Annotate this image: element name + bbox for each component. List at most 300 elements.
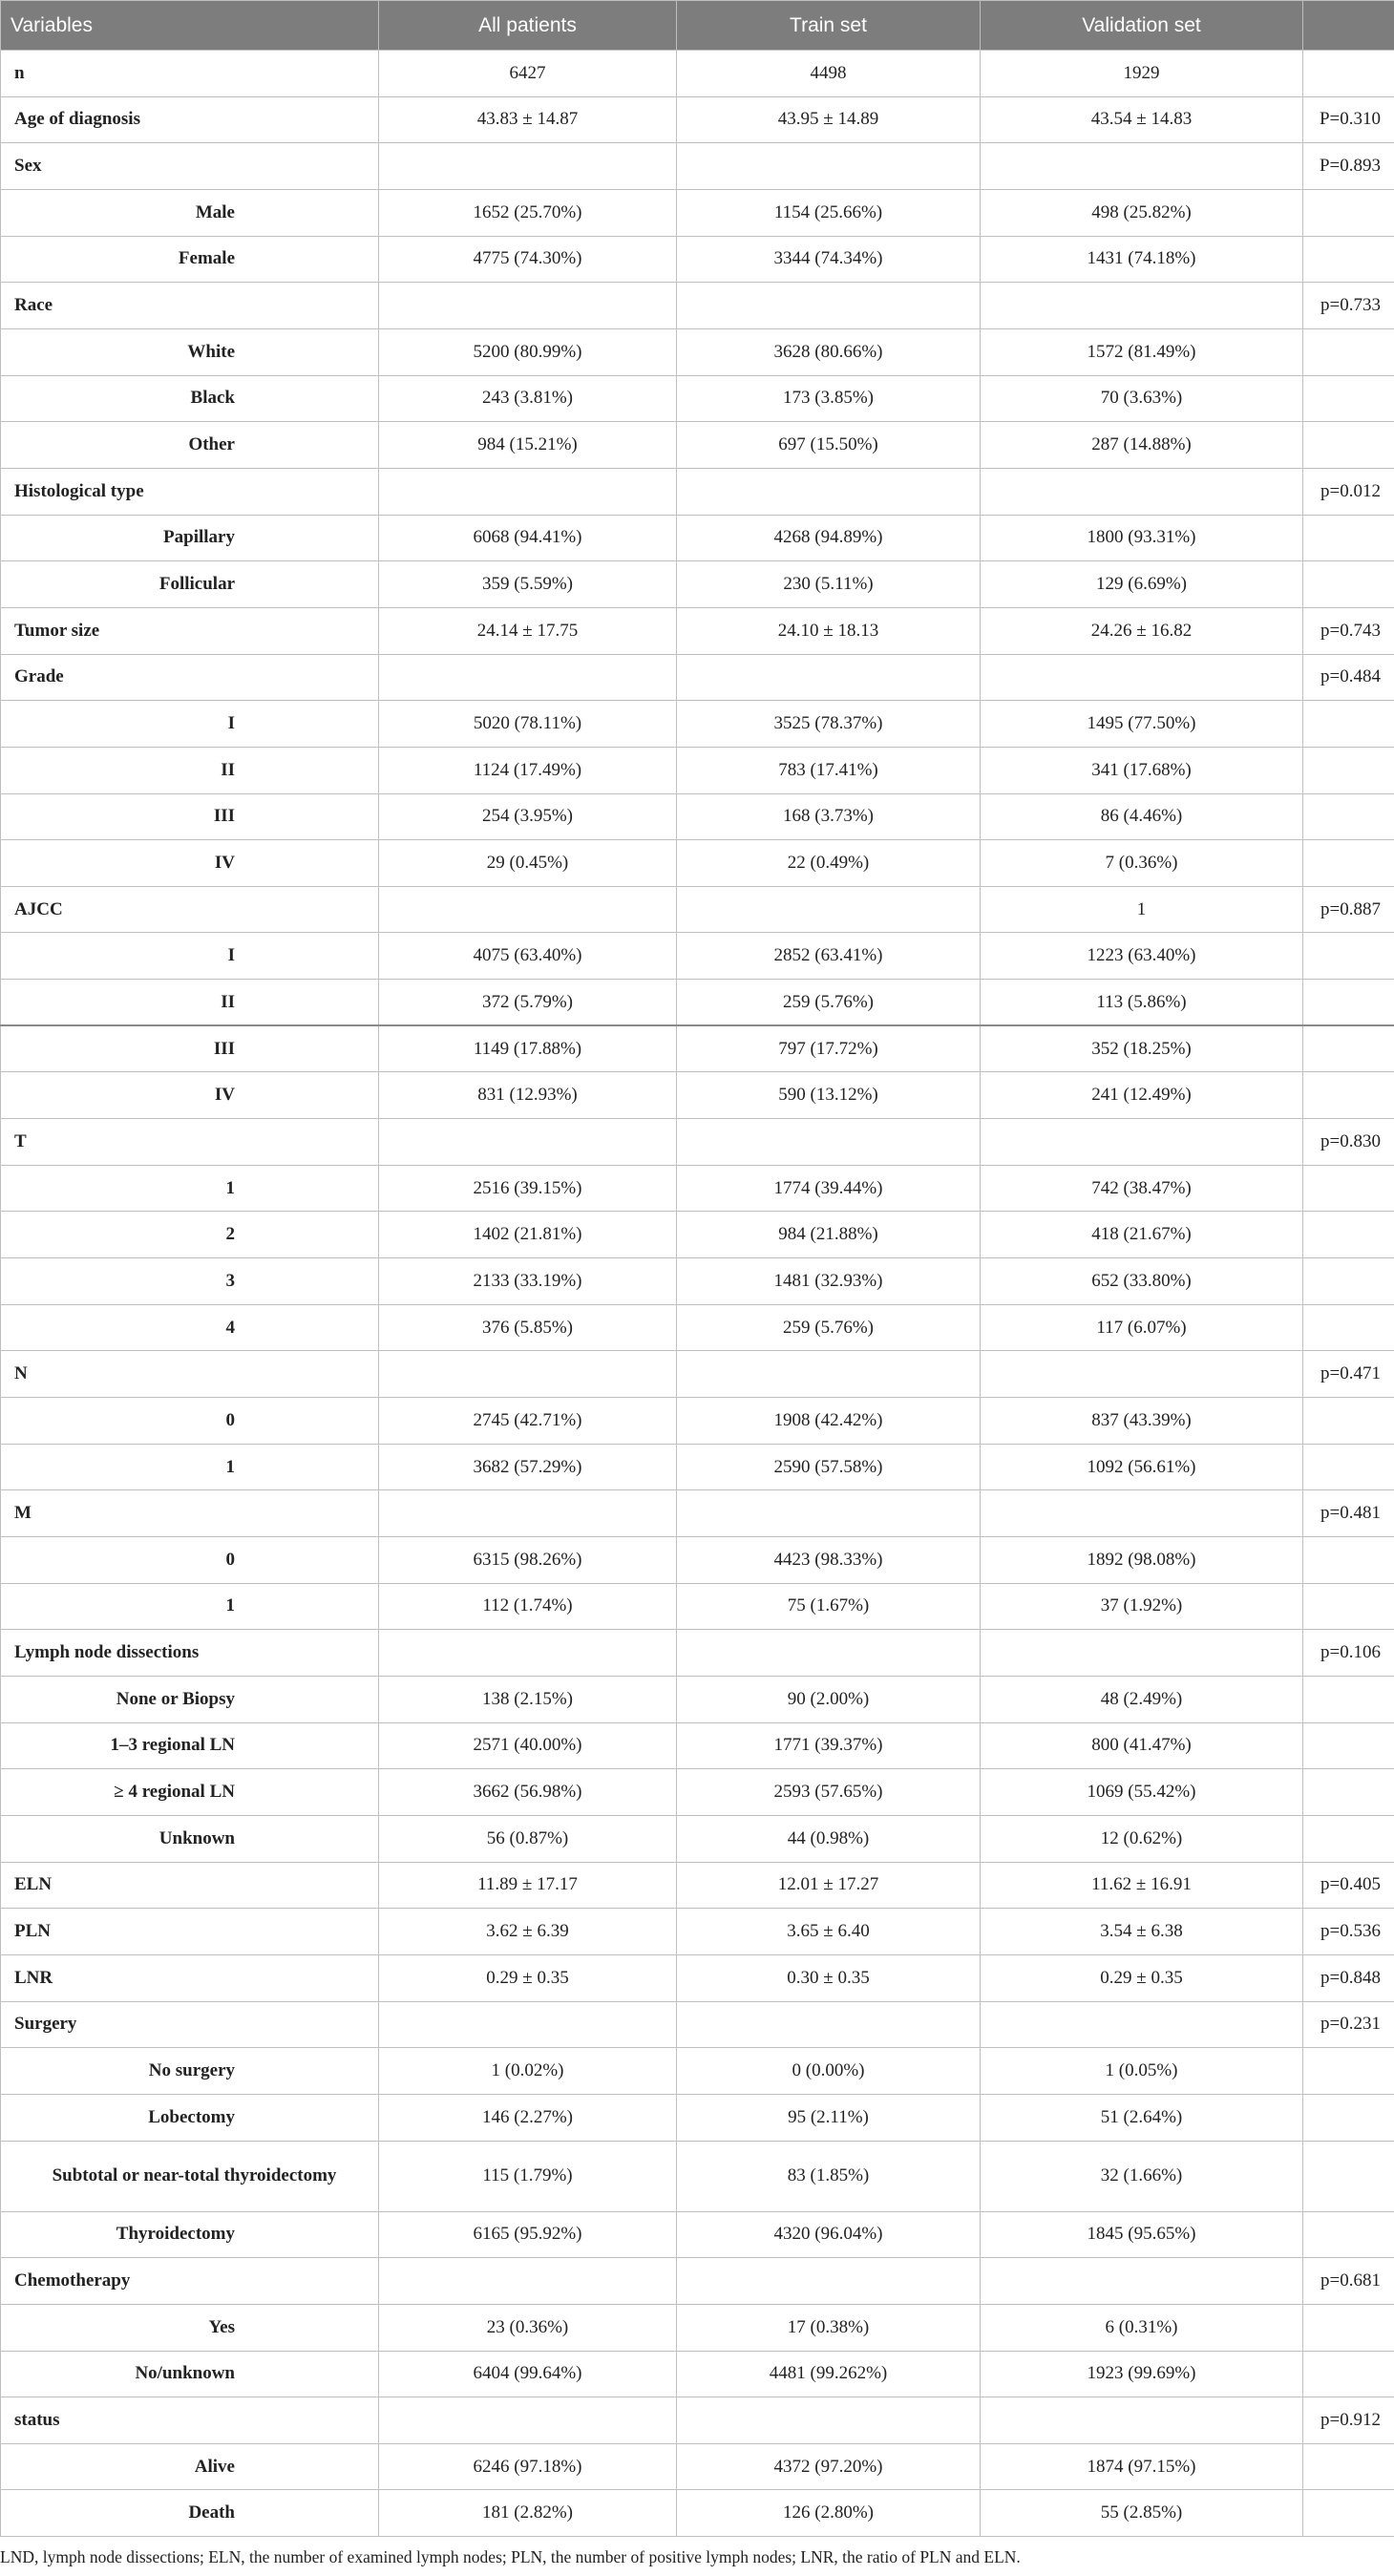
train-set-cell: [677, 1630, 981, 1677]
p-value-cell: p=0.106: [1303, 1630, 1394, 1677]
p-value-cell: p=0.484: [1303, 654, 1394, 701]
table-row: [1, 2397, 1394, 2444]
p-value-cell: [1303, 1537, 1394, 1584]
validation-set-cell: 1: [981, 886, 1303, 933]
p-value-cell: P=0.310: [1303, 96, 1394, 143]
variable-cell: IV: [1, 1072, 379, 1119]
train-set-cell: 1154 (25.66%): [677, 189, 981, 236]
p-value-cell: p=0.733: [1303, 283, 1394, 329]
p-value-cell: [1303, 747, 1394, 793]
table-row: [1, 2351, 1394, 2397]
variable-cell: ≥ 4 regional LN: [1, 1769, 379, 1816]
variable-cell: Thyroidectomy: [1, 2211, 379, 2258]
validation-set-cell: [981, 2258, 1303, 2305]
validation-set-cell: [981, 1630, 1303, 1677]
validation-set-cell: [981, 1351, 1303, 1398]
table-row: [1, 1025, 1394, 1072]
validation-set-cell: 0.29 ± 0.35: [981, 1954, 1303, 2001]
table-row: [1, 747, 1394, 793]
all-patients-cell: 115 (1.79%): [379, 2141, 677, 2211]
table-row: [1, 515, 1394, 561]
all-patients-cell: 1402 (21.81%): [379, 1212, 677, 1258]
p-value-cell: [1303, 1072, 1394, 1119]
p-value-cell: [1303, 1676, 1394, 1722]
p-value-cell: [1303, 51, 1394, 97]
all-patients-cell: 6315 (98.26%): [379, 1537, 677, 1584]
table-row: [1, 886, 1394, 933]
validation-set-cell: 1800 (93.31%): [981, 515, 1303, 561]
variable-cell: Age of diagnosis: [1, 96, 379, 143]
validation-set-cell: 1 (0.05%): [981, 2048, 1303, 2095]
train-set-cell: 3.65 ± 6.40: [677, 1909, 981, 1955]
p-value-cell: p=0.481: [1303, 1490, 1394, 1537]
validation-set-cell: 7 (0.36%): [981, 840, 1303, 887]
table-row: [1, 1258, 1394, 1305]
train-set-cell: 0.30 ± 0.35: [677, 1954, 981, 2001]
validation-set-cell: [981, 654, 1303, 701]
all-patients-cell: 138 (2.15%): [379, 1676, 677, 1722]
p-value-cell: [1303, 933, 1394, 980]
table-row: [1, 607, 1394, 654]
train-set-cell: [677, 143, 981, 190]
validation-set-cell: 51 (2.64%): [981, 2094, 1303, 2141]
header-variables: Variables: [1, 1, 379, 51]
p-value-cell: [1303, 840, 1394, 887]
p-value-cell: p=0.830: [1303, 1119, 1394, 1166]
validation-set-cell: [981, 468, 1303, 515]
variable-cell: I: [1, 933, 379, 980]
validation-set-cell: 1874 (97.15%): [981, 2443, 1303, 2490]
train-set-cell: 4498: [677, 51, 981, 97]
table-row: [1, 2001, 1394, 2048]
validation-set-cell: 241 (12.49%): [981, 1072, 1303, 1119]
validation-set-cell: 1845 (95.65%): [981, 2211, 1303, 2258]
all-patients-cell: 254 (3.95%): [379, 793, 677, 840]
train-set-cell: [677, 1119, 981, 1166]
all-patients-cell: 181 (2.82%): [379, 2490, 677, 2537]
p-value-cell: [1303, 980, 1394, 1026]
table-row: [1, 1630, 1394, 1677]
p-value-cell: p=0.681: [1303, 2258, 1394, 2305]
table-row: [1, 1444, 1394, 1490]
p-value-cell: p=0.012: [1303, 468, 1394, 515]
validation-set-cell: 1923 (99.69%): [981, 2351, 1303, 2397]
all-patients-cell: 6246 (97.18%): [379, 2443, 677, 2490]
validation-set-cell: [981, 283, 1303, 329]
table-row: [1, 1351, 1394, 1398]
train-set-cell: 173 (3.85%): [677, 375, 981, 422]
p-value-cell: [1303, 515, 1394, 561]
table-row: [1, 980, 1394, 1026]
validation-set-cell: 498 (25.82%): [981, 189, 1303, 236]
all-patients-cell: [379, 886, 677, 933]
variable-cell: 3: [1, 1258, 379, 1305]
variable-cell: N: [1, 1351, 379, 1398]
table-row: [1, 1815, 1394, 1862]
all-patients-cell: [379, 1490, 677, 1537]
p-value-cell: [1303, 2094, 1394, 2141]
all-patients-cell: 376 (5.85%): [379, 1304, 677, 1351]
all-patients-cell: [379, 283, 677, 329]
validation-set-cell: 1092 (56.61%): [981, 1444, 1303, 1490]
variable-cell: 0: [1, 1398, 379, 1445]
all-patients-cell: [379, 468, 677, 515]
validation-set-cell: 113 (5.86%): [981, 980, 1303, 1026]
validation-set-cell: 1223 (63.40%): [981, 933, 1303, 980]
table-row: [1, 2258, 1394, 2305]
train-set-cell: [677, 654, 981, 701]
variable-cell: II: [1, 747, 379, 793]
train-set-cell: 75 (1.67%): [677, 1583, 981, 1630]
all-patients-cell: 11.89 ± 17.17: [379, 1862, 677, 1909]
validation-set-cell: 341 (17.68%): [981, 747, 1303, 793]
all-patients-cell: [379, 2001, 677, 2048]
train-set-cell: 4481 (99.262%): [677, 2351, 981, 2397]
p-value-cell: [1303, 1769, 1394, 1816]
validation-set-cell: 37 (1.92%): [981, 1583, 1303, 1630]
variable-cell: 2: [1, 1212, 379, 1258]
variable-cell: 1: [1, 1583, 379, 1630]
variable-cell: Subtotal or near-total thyroidectomy: [1, 2141, 379, 2211]
table-row: [1, 840, 1394, 887]
all-patients-cell: 5020 (78.11%): [379, 701, 677, 748]
variable-cell: Male: [1, 189, 379, 236]
all-patients-cell: 4075 (63.40%): [379, 933, 677, 980]
all-patients-cell: [379, 1351, 677, 1398]
variable-cell: Black: [1, 375, 379, 422]
table-row: [1, 2094, 1394, 2141]
all-patients-cell: 6165 (95.92%): [379, 2211, 677, 2258]
table-row: [1, 654, 1394, 701]
all-patients-cell: 29 (0.45%): [379, 840, 677, 887]
validation-set-cell: 24.26 ± 16.82: [981, 607, 1303, 654]
table-row: [1, 1862, 1394, 1909]
variable-cell: LNR: [1, 1954, 379, 2001]
train-set-cell: [677, 1351, 981, 1398]
header-train-set: Train set: [677, 1, 981, 51]
p-value-cell: [1303, 1304, 1394, 1351]
all-patients-cell: 359 (5.59%): [379, 561, 677, 608]
variable-cell: Sex: [1, 143, 379, 190]
validation-set-cell: 55 (2.85%): [981, 2490, 1303, 2537]
variable-cell: Female: [1, 236, 379, 283]
all-patients-cell: [379, 2258, 677, 2305]
p-value-cell: [1303, 2141, 1394, 2211]
validation-set-cell: [981, 2397, 1303, 2444]
all-patients-cell: 2133 (33.19%): [379, 1258, 677, 1305]
all-patients-cell: [379, 1119, 677, 1166]
variable-cell: III: [1, 1025, 379, 1072]
variable-cell: 0: [1, 1537, 379, 1584]
train-set-cell: 259 (5.76%): [677, 1304, 981, 1351]
p-value-cell: [1303, 328, 1394, 375]
table-row: [1, 422, 1394, 469]
p-value-cell: [1303, 1444, 1394, 1490]
variable-cell: PLN: [1, 1909, 379, 1955]
train-set-cell: 797 (17.72%): [677, 1025, 981, 1072]
variable-cell: Unknown: [1, 1815, 379, 1862]
p-value-cell: [1303, 2351, 1394, 2397]
all-patients-cell: 1149 (17.88%): [379, 1025, 677, 1072]
train-set-cell: 3628 (80.66%): [677, 328, 981, 375]
p-value-cell: [1303, 1165, 1394, 1212]
train-set-cell: [677, 886, 981, 933]
header-all-patients: All patients: [379, 1, 677, 51]
table-header-row: [1, 1, 1394, 51]
variable-cell: AJCC: [1, 886, 379, 933]
train-set-cell: 2852 (63.41%): [677, 933, 981, 980]
all-patients-cell: 3662 (56.98%): [379, 1769, 677, 1816]
table-row: [1, 328, 1394, 375]
all-patients-cell: 0.29 ± 0.35: [379, 1954, 677, 2001]
train-set-cell: 44 (0.98%): [677, 1815, 981, 1862]
train-set-cell: [677, 2258, 981, 2305]
all-patients-cell: 2571 (40.00%): [379, 1722, 677, 1769]
train-set-cell: 1481 (32.93%): [677, 1258, 981, 1305]
train-set-cell: 3344 (74.34%): [677, 236, 981, 283]
table-row: [1, 1769, 1394, 1816]
validation-set-cell: 70 (3.63%): [981, 375, 1303, 422]
variable-cell: Follicular: [1, 561, 379, 608]
variable-cell: Race: [1, 283, 379, 329]
p-value-cell: p=0.743: [1303, 607, 1394, 654]
train-set-cell: 168 (3.73%): [677, 793, 981, 840]
all-patients-cell: 372 (5.79%): [379, 980, 677, 1026]
header-p-value: [1303, 1, 1394, 51]
variable-cell: Lobectomy: [1, 2094, 379, 2141]
p-value-cell: [1303, 2304, 1394, 2351]
table-row: [1, 236, 1394, 283]
variable-cell: IV: [1, 840, 379, 887]
p-value-cell: [1303, 2443, 1394, 2490]
p-value-cell: [1303, 189, 1394, 236]
table-row: [1, 1909, 1394, 1955]
table-row: [1, 2141, 1394, 2211]
table-row: [1, 1954, 1394, 2001]
variable-cell: status: [1, 2397, 379, 2444]
all-patients-cell: [379, 2397, 677, 2444]
train-set-cell: 17 (0.38%): [677, 2304, 981, 2351]
all-patients-cell: 1124 (17.49%): [379, 747, 677, 793]
validation-set-cell: 800 (41.47%): [981, 1722, 1303, 1769]
p-value-cell: [1303, 2048, 1394, 2095]
train-set-cell: [677, 2397, 981, 2444]
table-row: [1, 468, 1394, 515]
train-set-cell: 43.95 ± 14.89: [677, 96, 981, 143]
p-value-cell: [1303, 561, 1394, 608]
table-row: [1, 1119, 1394, 1166]
validation-set-cell: 117 (6.07%): [981, 1304, 1303, 1351]
p-value-cell: p=0.848: [1303, 1954, 1394, 2001]
p-value-cell: [1303, 1398, 1394, 1445]
train-set-cell: 259 (5.76%): [677, 980, 981, 1026]
variable-cell: Yes: [1, 2304, 379, 2351]
table-row: [1, 2490, 1394, 2537]
p-value-cell: [1303, 1212, 1394, 1258]
table-row: [1, 375, 1394, 422]
train-set-cell: 2593 (57.65%): [677, 1769, 981, 1816]
p-value-cell: p=0.912: [1303, 2397, 1394, 2444]
validation-set-cell: [981, 2001, 1303, 2048]
variable-cell: 4: [1, 1304, 379, 1351]
all-patients-cell: 984 (15.21%): [379, 422, 677, 469]
validation-set-cell: 1572 (81.49%): [981, 328, 1303, 375]
table-row: [1, 143, 1394, 190]
all-patients-cell: [379, 1630, 677, 1677]
validation-set-cell: 1431 (74.18%): [981, 236, 1303, 283]
table-row: [1, 283, 1394, 329]
train-set-cell: 0 (0.00%): [677, 2048, 981, 2095]
validation-set-cell: 1069 (55.42%): [981, 1769, 1303, 1816]
variable-cell: n: [1, 51, 379, 97]
train-set-cell: 4320 (96.04%): [677, 2211, 981, 2258]
validation-set-cell: 43.54 ± 14.83: [981, 96, 1303, 143]
variable-cell: Papillary: [1, 515, 379, 561]
all-patients-cell: 146 (2.27%): [379, 2094, 677, 2141]
variable-cell: 1: [1, 1444, 379, 1490]
all-patients-cell: 6068 (94.41%): [379, 515, 677, 561]
all-patients-cell: 4775 (74.30%): [379, 236, 677, 283]
train-set-cell: 1908 (42.42%): [677, 1398, 981, 1445]
train-set-cell: 230 (5.11%): [677, 561, 981, 608]
variable-cell: M: [1, 1490, 379, 1537]
table-footnote: LND, lymph node dissections; ELN, the number of examined lymph nodes; PLN, the number of positive lymph nodes; LNR, the ratio of PLN and ELN.: [0, 2547, 1021, 2566]
variable-cell: Alive: [1, 2443, 379, 2490]
train-set-cell: 984 (21.88%): [677, 1212, 981, 1258]
validation-set-cell: 48 (2.49%): [981, 1676, 1303, 1722]
validation-set-cell: 1892 (98.08%): [981, 1537, 1303, 1584]
all-patients-cell: 6427: [379, 51, 677, 97]
all-patients-cell: 5200 (80.99%): [379, 328, 677, 375]
p-value-cell: [1303, 1815, 1394, 1862]
validation-set-cell: 418 (21.67%): [981, 1212, 1303, 1258]
table-row: [1, 1304, 1394, 1351]
validation-set-cell: 352 (18.25%): [981, 1025, 1303, 1072]
train-set-cell: 83 (1.85%): [677, 2141, 981, 2211]
p-value-cell: p=0.231: [1303, 2001, 1394, 2048]
validation-set-cell: 1495 (77.50%): [981, 701, 1303, 748]
train-set-cell: 4372 (97.20%): [677, 2443, 981, 2490]
train-set-cell: 12.01 ± 17.27: [677, 1862, 981, 1909]
train-set-cell: [677, 468, 981, 515]
table-row: [1, 1165, 1394, 1212]
p-value-cell: p=0.405: [1303, 1862, 1394, 1909]
p-value-cell: [1303, 2211, 1394, 2258]
p-value-cell: [1303, 1722, 1394, 1769]
p-value-cell: [1303, 2490, 1394, 2537]
table-row: [1, 2211, 1394, 2258]
all-patients-cell: 243 (3.81%): [379, 375, 677, 422]
header-validation-set: Validation set: [981, 1, 1303, 51]
variable-cell: 1–3 regional LN: [1, 1722, 379, 1769]
train-set-cell: [677, 1490, 981, 1537]
table-row: [1, 933, 1394, 980]
variable-cell: III: [1, 793, 379, 840]
validation-set-cell: 6 (0.31%): [981, 2304, 1303, 2351]
validation-set-cell: 129 (6.69%): [981, 561, 1303, 608]
variable-cell: White: [1, 328, 379, 375]
table-row: [1, 1722, 1394, 1769]
validation-set-cell: 1929: [981, 51, 1303, 97]
train-set-cell: 95 (2.11%): [677, 2094, 981, 2141]
table-row: [1, 51, 1394, 97]
table-row: [1, 561, 1394, 608]
table-row: [1, 1212, 1394, 1258]
table-row: [1, 2048, 1394, 2095]
all-patients-cell: 23 (0.36%): [379, 2304, 677, 2351]
validation-set-cell: 11.62 ± 16.91: [981, 1862, 1303, 1909]
table-row: [1, 96, 1394, 143]
variable-cell: I: [1, 701, 379, 748]
p-value-cell: [1303, 1258, 1394, 1305]
all-patients-cell: 2745 (42.71%): [379, 1398, 677, 1445]
train-set-cell: 126 (2.80%): [677, 2490, 981, 2537]
train-set-cell: 697 (15.50%): [677, 422, 981, 469]
train-set-cell: 1771 (39.37%): [677, 1722, 981, 1769]
p-value-cell: [1303, 1583, 1394, 1630]
variable-cell: Lymph node dissections: [1, 1630, 379, 1677]
table-row: [1, 1398, 1394, 1445]
table-row: [1, 1537, 1394, 1584]
validation-set-cell: 652 (33.80%): [981, 1258, 1303, 1305]
table-row: [1, 1072, 1394, 1119]
variable-cell: 1: [1, 1165, 379, 1212]
train-set-cell: [677, 283, 981, 329]
validation-set-cell: 12 (0.62%): [981, 1815, 1303, 1862]
train-set-cell: 590 (13.12%): [677, 1072, 981, 1119]
p-value-cell: [1303, 236, 1394, 283]
validation-set-cell: 86 (4.46%): [981, 793, 1303, 840]
train-set-cell: 4423 (98.33%): [677, 1537, 981, 1584]
train-set-cell: 4268 (94.89%): [677, 515, 981, 561]
variable-cell: II: [1, 980, 379, 1026]
validation-set-cell: [981, 1119, 1303, 1166]
all-patients-cell: 56 (0.87%): [379, 1815, 677, 1862]
variable-cell: None or Biopsy: [1, 1676, 379, 1722]
all-patients-cell: 1652 (25.70%): [379, 189, 677, 236]
all-patients-cell: [379, 654, 677, 701]
variable-cell: No/unknown: [1, 2351, 379, 2397]
train-set-cell: 24.10 ± 18.13: [677, 607, 981, 654]
train-set-cell: 90 (2.00%): [677, 1676, 981, 1722]
validation-set-cell: 742 (38.47%): [981, 1165, 1303, 1212]
train-set-cell: 783 (17.41%): [677, 747, 981, 793]
p-value-cell: [1303, 1025, 1394, 1072]
variable-cell: Grade: [1, 654, 379, 701]
validation-set-cell: [981, 1490, 1303, 1537]
validation-set-cell: 32 (1.66%): [981, 2141, 1303, 2211]
table-body: [1, 51, 1394, 2537]
variable-cell: Tumor size: [1, 607, 379, 654]
validation-set-cell: 837 (43.39%): [981, 1398, 1303, 1445]
all-patients-cell: 831 (12.93%): [379, 1072, 677, 1119]
table-row: [1, 2304, 1394, 2351]
p-value-cell: [1303, 701, 1394, 748]
table-row: [1, 1490, 1394, 1537]
variable-cell: Other: [1, 422, 379, 469]
variable-cell: T: [1, 1119, 379, 1166]
variable-cell: ELN: [1, 1862, 379, 1909]
all-patients-cell: 112 (1.74%): [379, 1583, 677, 1630]
train-set-cell: 2590 (57.58%): [677, 1444, 981, 1490]
all-patients-cell: 6404 (99.64%): [379, 2351, 677, 2397]
validation-set-cell: [981, 143, 1303, 190]
table-row: [1, 1583, 1394, 1630]
all-patients-cell: 1 (0.02%): [379, 2048, 677, 2095]
table-row: [1, 701, 1394, 748]
p-value-cell: [1303, 793, 1394, 840]
variable-cell: Histological type: [1, 468, 379, 515]
